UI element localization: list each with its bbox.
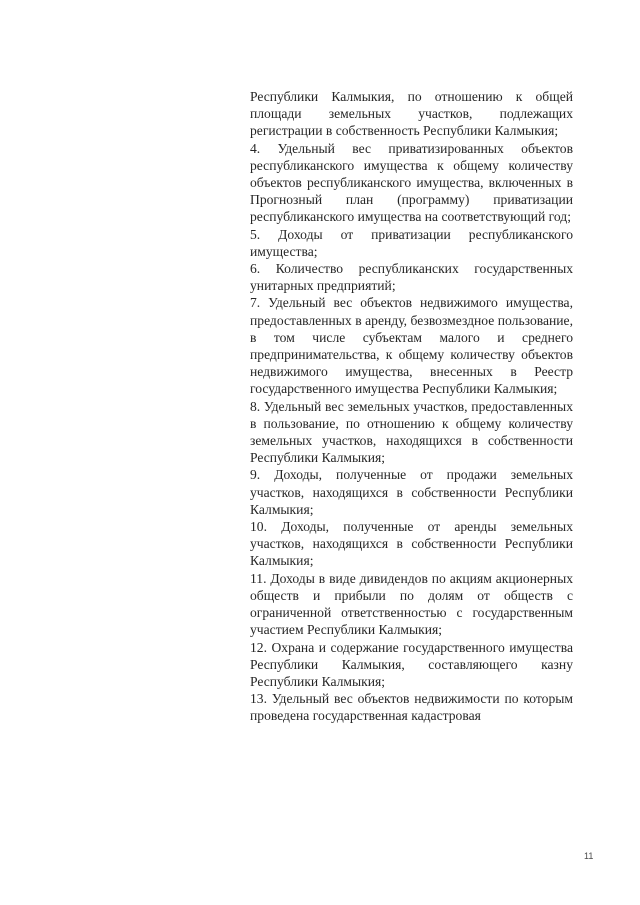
page-number: 11	[584, 851, 594, 861]
list-item-9: 9. Доходы, полученные от продажи земельных участков, находящихся в собственности Республики Калмыкия;	[250, 467, 573, 517]
list-item-4: 4. Удельный вес приватизированных объектов республиканского имущества к общему количеству объектов республиканского имущества, включенных в Прогнозный план (программу) приватизации республиканского имущества на соответствующий год;	[250, 140, 573, 225]
list-item-5: 5. Доходы от приватизации республиканского имущества;	[250, 226, 573, 259]
list-item-6: 6. Количество республиканских государственных унитарных предприятий;	[250, 261, 573, 294]
list-item-10: 10. Доходы, полученные от аренды земельных участков, находящихся в собственности Республики Калмыкия;	[250, 519, 573, 569]
body-text	[250, 88, 573, 725]
list-item-11: 11. Доходы в виде дивидендов по акциям акционерных обществ и прибыли по долям от обществ с ограниченной ответственностью с государственным участием Республики Калмыкия;	[250, 570, 573, 638]
paragraph-continuation: Республики Калмыкия, по отношению к общей площади земельных участков, подлежащих регистрации в собственность Республики Калмыкия;	[250, 89, 573, 139]
list-item-13: 13. Удельный вес объектов недвижимости по которым проведена государственная кадастровая	[250, 691, 573, 724]
list-item-8: 8. Удельный вес земельных участков, предоставленных в пользование, по отношению к общему количеству земельных участков, находящихся в собственности Республики Калмыкия;	[250, 398, 573, 466]
list-item-7: 7. Удельный вес объектов недвижимого имущества, предоставленных в аренду, безвозмездное пользование, в том числе субъектам малого и среднего предпринимательства, к общему количеству объектов недвижимого имущества, внесенных в Реестр государственного имущества Республики Калмыкия;	[250, 295, 573, 397]
list-item-12: 12. Охрана и содержание государственного имущества Республики Калмыкия, составляющего казну Республики Калмыкия;	[250, 639, 573, 689]
